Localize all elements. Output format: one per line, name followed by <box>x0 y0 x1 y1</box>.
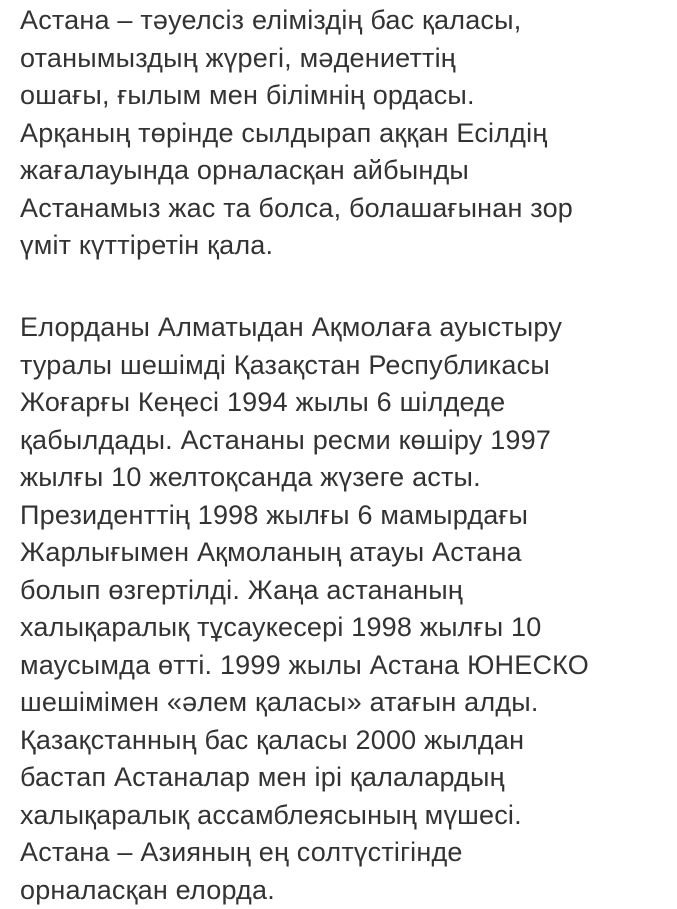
text-line: бастап Астаналар мен ірі қалалардың <box>20 759 589 797</box>
text-line: Қазақстанның бас қаласы 2000 жылдан <box>20 722 589 760</box>
text-line: туралы шешімді Қазақстан Республикасы <box>20 347 589 385</box>
text-line: Арқаның төрінде сылдырап аққан Есілдің <box>20 115 573 153</box>
text-line: орналасқан елорда. <box>20 872 589 909</box>
text-line: отанымыздың жүрегі, мәдениеттің <box>20 40 573 78</box>
text-line: жағалауында орналасқан айбынды <box>20 152 573 190</box>
paragraph-astana-intro <box>20 2 573 265</box>
paragraph-capital-history <box>20 309 589 909</box>
text-line: ошағы, ғылым мен білімнің ордасы. <box>20 77 573 115</box>
text-line: Елорданы Алматыдан Ақмолаға ауыстыру <box>20 309 589 347</box>
text-line: Жоғарғы Кеңесі 1994 жылы 6 шілдеде <box>20 384 589 422</box>
text-line: халықаралық ассамблеясының мүшесі. <box>20 797 589 835</box>
text-line: Астана – тәуелсіз еліміздің бас қаласы, <box>20 2 573 40</box>
text-line: болып өзгертілді. Жаңа астананың <box>20 572 589 610</box>
text-line: Жарлығымен Ақмоланың атауы Астана <box>20 534 589 572</box>
text-line: үміт күттіретін қала. <box>20 227 573 265</box>
text-line: Президенттің 1998 жылғы 6 мамырдағы <box>20 497 589 535</box>
text-line: Астанамыз жас та болса, болашағынан зор <box>20 190 573 228</box>
text-line: жылғы 10 желтоқсанда жүзеге асты. <box>20 459 589 497</box>
text-line: халықаралық тұсаукесері 1998 жылғы 10 <box>20 609 589 647</box>
text-line: шешімімен «әлем қаласы» атағын алды. <box>20 684 589 722</box>
text-line: маусымда өтті. 1999 жылы Астана ЮНЕСКО <box>20 647 589 685</box>
text-line: Астана – Азияның ең солтүстігінде <box>20 834 589 872</box>
text-line: қабылдады. Астананы ресми көшіру 1997 <box>20 422 589 460</box>
